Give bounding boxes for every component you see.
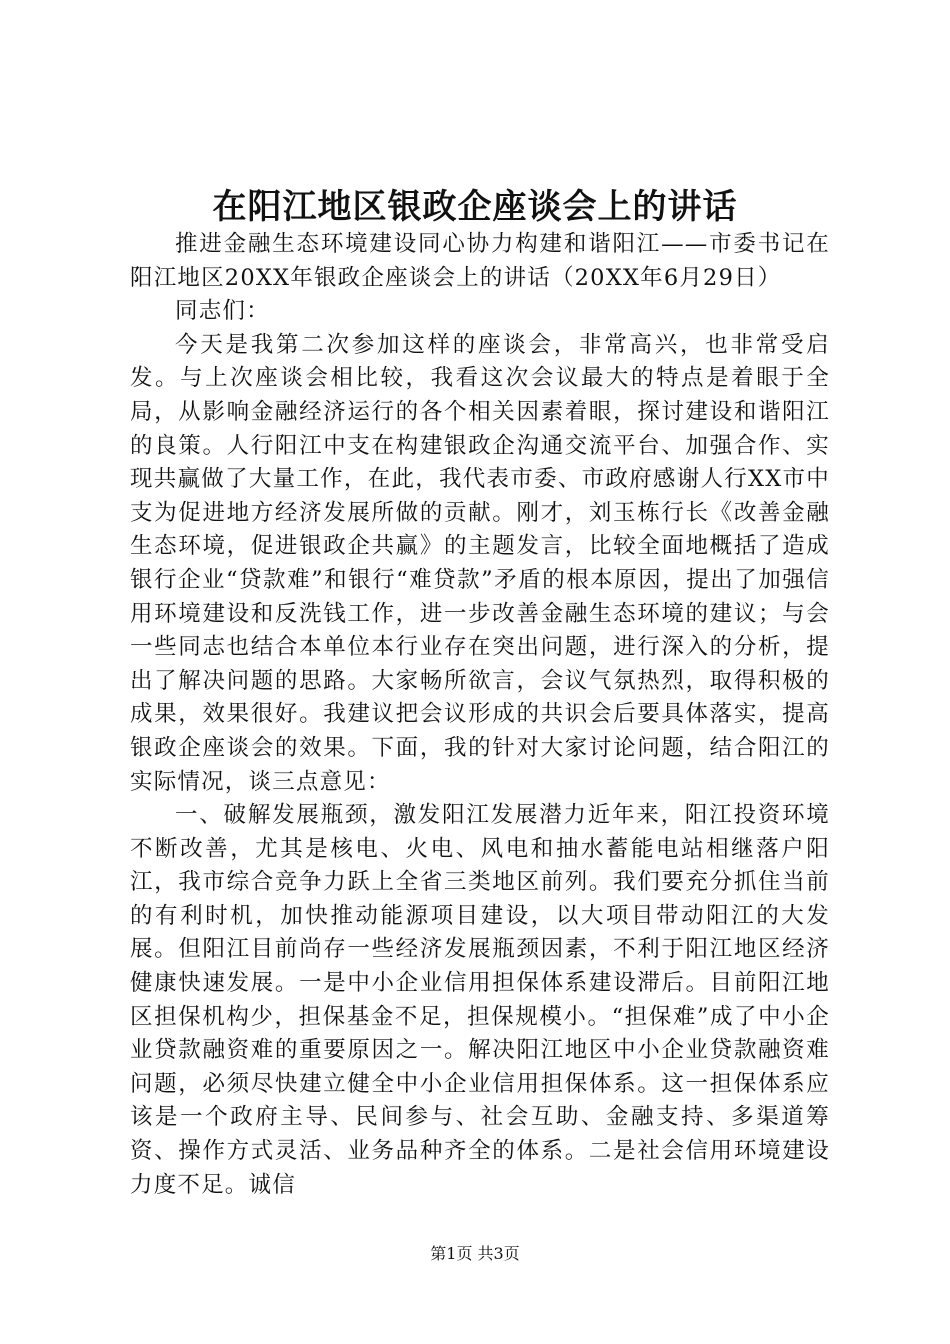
document-body [130, 228, 830, 1202]
body-paragraph: 今天是我第二次参加这样的座谈会，非常高兴，也非常受启发。与上次座谈会相比较，我看这次会议最大的特点是着眼于全局，从影响金融经济运行的各个相关因素着眼，探讨建设和谐阳江的良策。人行阳江中支在构建银政企沟通交流平台、加强合作、实现共赢做了大量工作，在此，我代表市委、市政府感谢人行XX市中支为促进地方经济发展所做的贡献。刚才，刘玉栋行长《改善金融生态环境，促进银政企共赢》的主题发言，比较全面地概括了造成银行企业“贷款难”和银行“难贷款”矛盾的根本原因，提出了加强信用环境建设和反洗钱工作，进一步改善金融生态环境的建议；与会一些同志也结合本单位本行业存在突出问题，进行深入的分析，提出了解决问题的思路。大家畅所欲言，会议气氛热烈，取得积极的成果，效果很好。我建议把会议形成的共识会后要具体落实，提高银政企座谈会的效果。下面，我的针对大家讨论问题，结合阳江的实际情况，谈三点意见： [130, 331, 830, 795]
body-paragraph: 一、破解发展瓶颈，激发阳江发展潜力近年来，阳江投资环境不断改善，尤其是核电、火电、风电和抽水蓄能电站相继落户阳江，我市综合竞争力跃上全省三类地区前列。我们要充分抓住当前的有利时机，加快推动能源项目建设，以大项目带动阳江的大发展。但阳江目前尚存一些经济发展瓶颈因素，不利于阳江地区经济健康快速发展。一是中小企业信用担保体系建设滞后。目前阳江地区担保机构少，担保基金不足，担保规模小。“担保难”成了中小企业贷款融资难的重要原因之一。解决阳江地区中小企业贷款融资难问题，必须尽快建立健全中小企业信用担保体系。这一担保体系应该是一个政府主导、民间参与、社会互助、金融支持、多渠道筹资、操作方式灵活、业务品种齐全的体系。二是社会信用环境建设力度不足。诚信 [130, 802, 830, 1198]
page-footer: 第1页 共3页 [430, 1244, 520, 1263]
subtitle-paragraph: 推进金融生态环境建设同心协力构建和谐阳江——市委书记在阳江地区20XX年银政企座谈会上的讲话（20XX年6月29日） [130, 231, 830, 291]
salutation-paragraph: 同志们： [175, 298, 270, 325]
page-title: 在阳江地区银政企座谈会上的讲话 [212, 187, 738, 227]
